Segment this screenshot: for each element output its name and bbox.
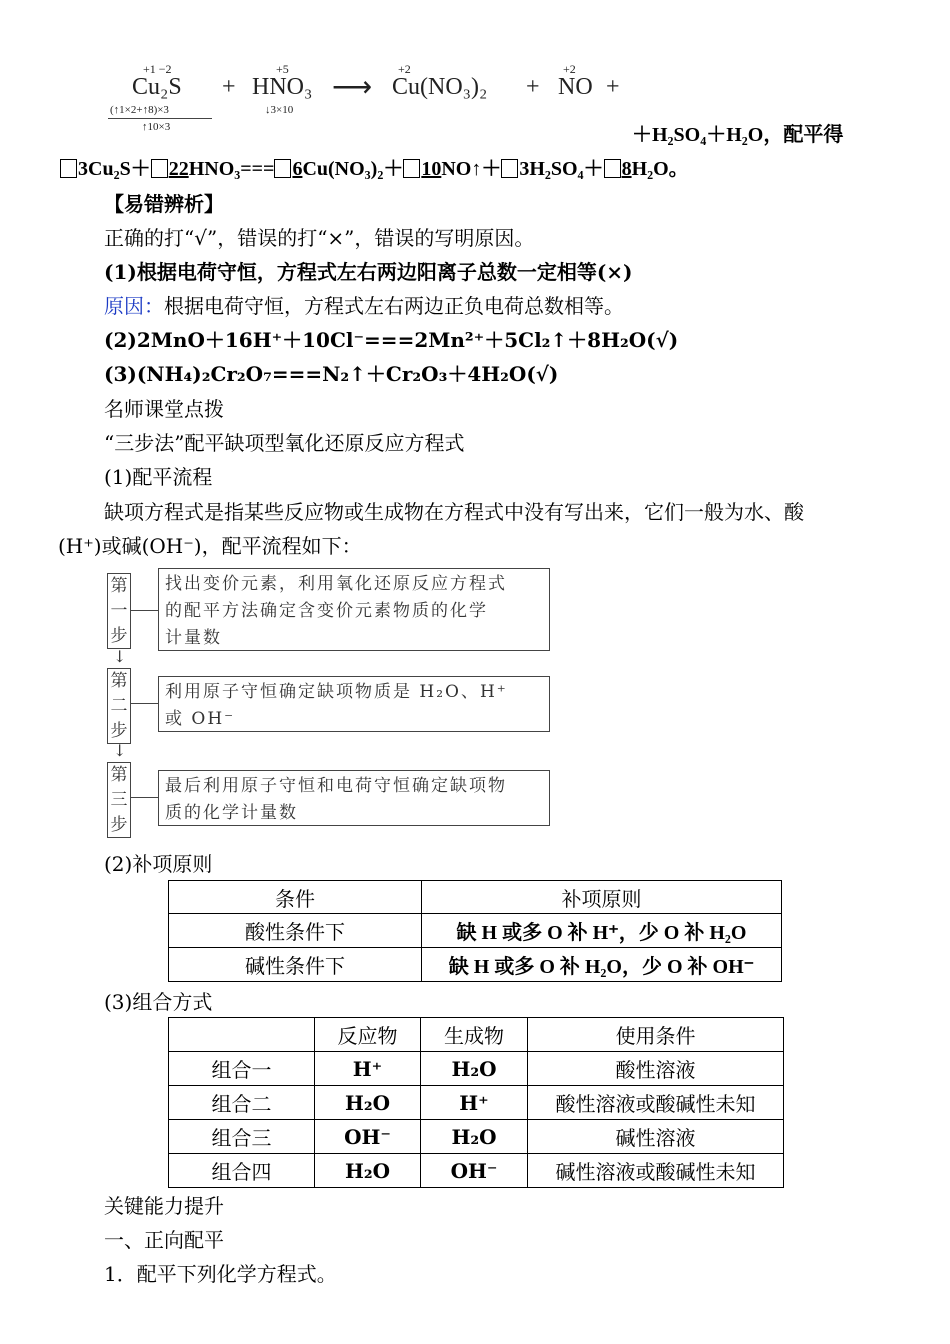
table-cell: 组合一 (169, 1052, 315, 1086)
cu2s-total-note: ↑10×3 (142, 121, 171, 133)
rule-section-title: (2)补项原则 (104, 852, 213, 876)
step-1-description: 找出变价元素，利用氧化还原反应方程式 的配平方法确定含变价元素物质的化学 计量数 (158, 568, 550, 651)
column-header: 反应物 (315, 1018, 421, 1052)
table-cell: OH⁻ (421, 1154, 528, 1188)
table-row (169, 1086, 784, 1120)
cu2s-oxidation-states: +1 −2 (143, 62, 172, 76)
table-row (169, 1052, 784, 1086)
plus-sign: + (526, 74, 540, 100)
table-cell: 组合二 (169, 1086, 315, 1120)
analysis-item-3: (3)(NH₄)₂Cr₂O₇===N₂↑＋Cr₂O₃＋4H₂O(√) (104, 362, 559, 386)
analysis-reason (104, 290, 624, 319)
table-cell: 酸性条件下 (169, 914, 422, 948)
table-cell: 碱性溶液或酸碱性未知 (528, 1154, 784, 1188)
table-cell: 碱性条件下 (169, 948, 422, 982)
combo-section-title: (3)组合方式 (104, 990, 213, 1014)
instruction-text: 正确的打“√”，错误的打“×”，错误的写明原因。 (104, 226, 535, 250)
table-cell: H₂O (315, 1086, 421, 1120)
table-cell: H₂O (315, 1154, 421, 1188)
balanced-equation (60, 152, 689, 181)
answer-box (501, 159, 518, 178)
table-cell: 组合四 (169, 1154, 315, 1188)
lesson-paragraph-line-1: 缺项方程式是指某些反应物或生成物在方程式中没有写出来，它们一般为水、酸 (104, 500, 804, 524)
table-cell: H₂O (421, 1120, 528, 1154)
coefficient: 10 (421, 158, 442, 180)
step-3-label: 第 三 步 (107, 762, 131, 838)
formula: Cu(NO₃)₂＋ (302, 158, 404, 180)
hno3-oxidation-state: +5 (276, 62, 289, 76)
plus-sign: + (606, 74, 620, 100)
reason-text: 根据电荷守恒，方程式左右两边正负电荷总数相等。 (164, 294, 624, 318)
answer-box (60, 159, 77, 178)
combination-table (168, 1017, 784, 1188)
cu-oxidation-state: +2 (398, 62, 411, 76)
lesson-subheading-1: (1)配平流程 (104, 465, 213, 489)
connector (131, 797, 158, 798)
step-2-description: 利用原子守恒确定缺项物质是 H₂O、H⁺ 或 OH⁻ (158, 676, 550, 732)
cuno3-formula: Cu(NO₃)₂ (392, 74, 488, 100)
table-cell: 组合三 (169, 1120, 315, 1154)
column-header: 补项原则 (422, 881, 782, 914)
cu2s-electron-note: (↑1×2+↑8)×3 (110, 104, 169, 116)
cu2s-formula: Cu₂S (132, 74, 182, 100)
coefficient: 8 (621, 158, 632, 180)
reaction-arrow: ⟶ (332, 72, 373, 103)
table-row (169, 1154, 784, 1188)
no-formula: NO (558, 74, 593, 100)
column-header: 条件 (169, 881, 422, 914)
answer-box (274, 159, 291, 178)
table-cell: H⁺ (421, 1086, 528, 1120)
table-row (169, 1120, 784, 1154)
section-heading-lesson: 名师课堂点拨 (104, 397, 224, 421)
plus-sign: + (222, 74, 236, 100)
table-header-row (169, 1018, 784, 1052)
divider (108, 118, 212, 119)
coefficient: 22 (168, 158, 189, 180)
formula: Cu₂S＋ (88, 158, 151, 180)
step-2-label: 第 二 步 (107, 668, 131, 744)
hno3-formula: HNO₃ (252, 74, 313, 100)
lesson-paragraph-line-2: (H⁺)或碱(OH⁻)，配平流程如下： (58, 534, 362, 558)
arrow-down-icon: ↓ (113, 647, 127, 666)
reason-label: 原因： (104, 294, 164, 318)
table-row (169, 948, 782, 982)
arrow-down-icon: ↓ (113, 741, 127, 760)
connector (131, 703, 158, 704)
table-cell: 酸性溶液或酸碱性未知 (528, 1086, 784, 1120)
section-heading-error-analysis: 【易错辨析】 (104, 192, 224, 216)
formula: H₂SO₄＋ (529, 158, 604, 180)
coefficient: 6 (292, 158, 303, 180)
analysis-item-1: (1)根据电荷守恒，方程式左右两边阳离子总数一定相等(×) (104, 260, 633, 284)
answer-box (403, 159, 420, 178)
section-heading-ability: 关键能力提升 (104, 1194, 224, 1218)
table-cell: 缺 H 或多 O 补 H₂O，少 O 补 OH⁻ (422, 948, 782, 982)
table-cell: H₂O (421, 1052, 528, 1086)
table-cell: 酸性溶液 (528, 1052, 784, 1086)
analysis-item-2: (2)2MnO＋16H⁺＋10Cl⁻===2Mn²⁺＋5Cl₂↑＋8H₂O(√) (104, 328, 679, 352)
table-row (169, 914, 782, 948)
table-header-row (169, 881, 782, 914)
column-header: 使用条件 (528, 1018, 784, 1052)
coefficient: 3 (78, 158, 88, 180)
hno3-electron-note: ↓3×10 (265, 104, 294, 116)
table-cell: 缺 H 或多 O 补 H⁺，少 O 补 H₂O (422, 914, 782, 948)
formula: HNO₃=== (188, 158, 275, 180)
step-3-description: 最后利用原子守恒和电荷守恒确定缺项物 质的化学计量数 (158, 770, 550, 826)
table-cell: H⁺ (315, 1052, 421, 1086)
answer-box (151, 159, 168, 178)
lesson-title: “三步法”配平缺项型氧化还原反应方程式 (104, 431, 465, 455)
step-1-label: 第 一 步 (107, 573, 131, 649)
question-1: 1．配平下列化学方程式。 (104, 1262, 337, 1286)
rule-table (168, 880, 782, 982)
column-header: 生成物 (421, 1018, 528, 1052)
coefficient: 3 (519, 158, 530, 180)
equation-continuation: ＋H₂SO₄＋H₂O，配平得 (632, 124, 844, 146)
column-header (169, 1018, 315, 1052)
formula: H₂O。 (631, 158, 689, 180)
no-oxidation-state: +2 (563, 62, 576, 76)
answer-box (604, 159, 621, 178)
connector (131, 610, 158, 611)
table-cell: 碱性溶液 (528, 1120, 784, 1154)
formula: NO↑＋ (441, 158, 502, 180)
subheading-forward-balancing: 一、正向配平 (104, 1228, 224, 1252)
table-cell: OH⁻ (315, 1120, 421, 1154)
